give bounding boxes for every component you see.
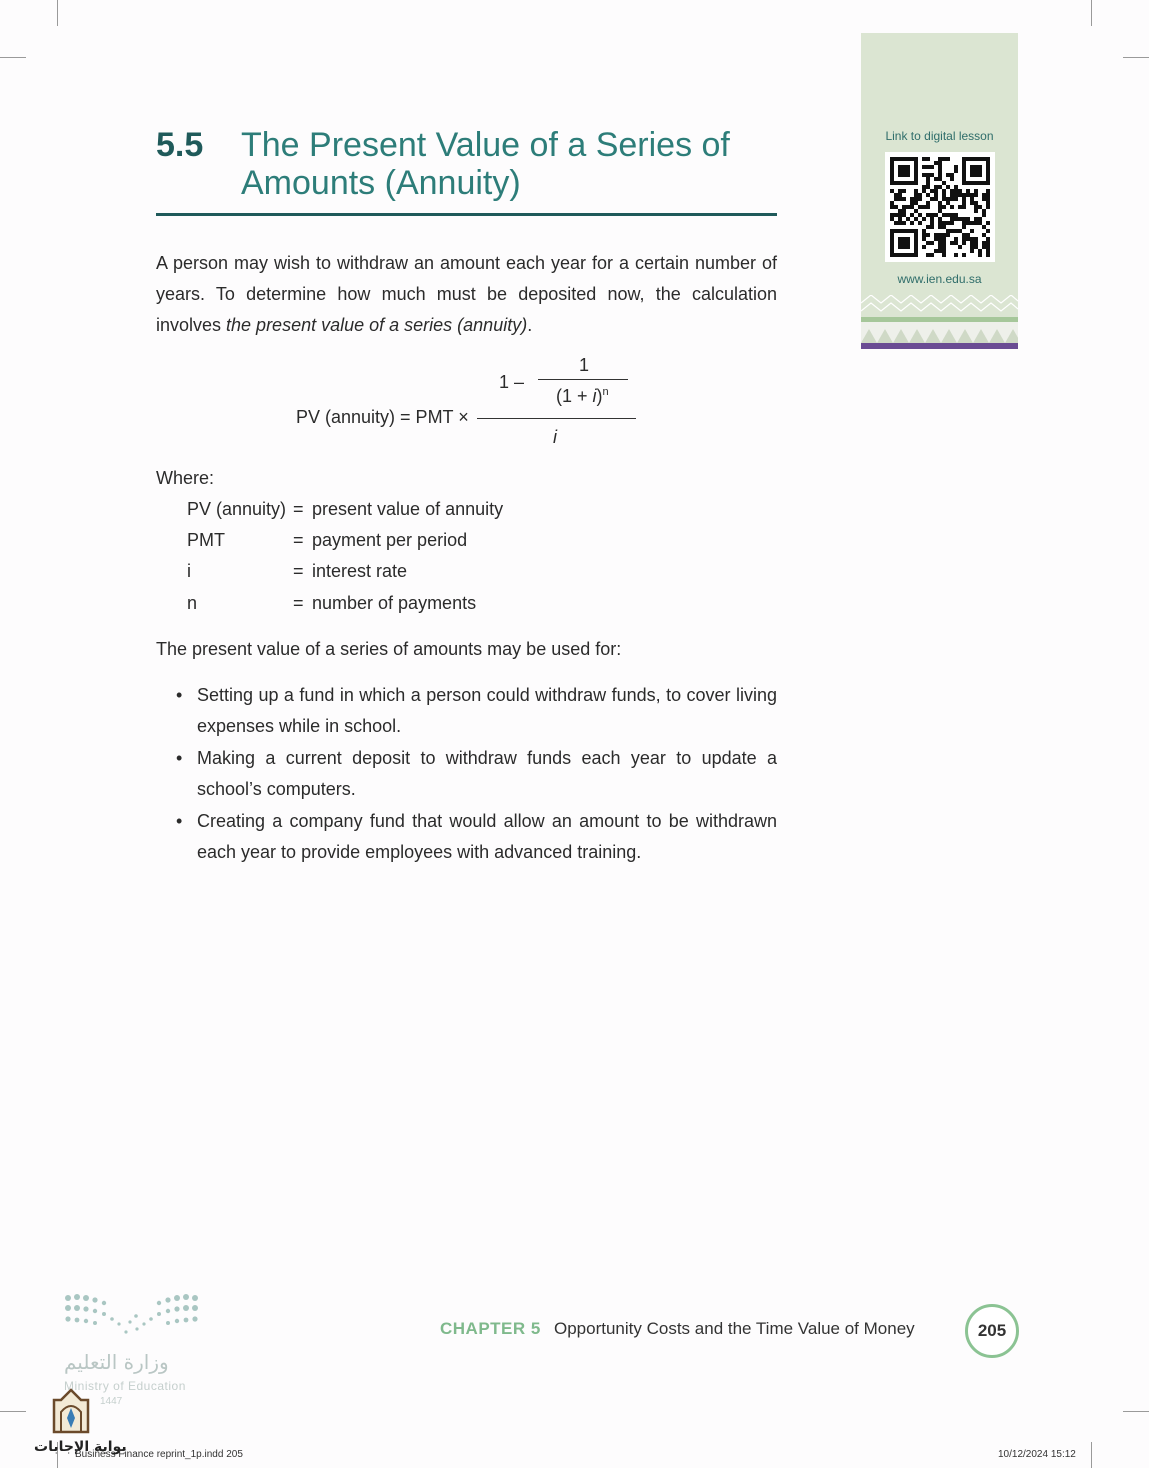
definition-equals: = <box>293 593 304 613</box>
uses-bullet-list <box>176 680 777 869</box>
crop-mark <box>0 57 26 58</box>
definition-equals: = <box>293 499 304 519</box>
print-slug-date: 10/12/2024 15:12 <box>998 1449 1076 1460</box>
formula-inner-numerator: 1 <box>579 355 590 375</box>
intro-text-end: . <box>527 315 533 335</box>
crop-mark <box>1091 1442 1092 1468</box>
ministry-year: 1447 <box>100 1396 123 1407</box>
definition-text: present value of annuity <box>312 499 504 519</box>
ministry-logo-dots-icon <box>64 1292 199 1337</box>
section-title-line1: The Present Value of a Series of <box>241 126 730 164</box>
definition-text: interest rate <box>312 561 408 581</box>
definition-text: number of payments <box>312 593 477 613</box>
section-title <box>241 126 781 202</box>
definition-term: PMT <box>187 530 225 550</box>
annuity-formula <box>296 355 656 450</box>
formula-denominator-exponent: n <box>602 386 609 398</box>
page-number: 205 <box>965 1304 1019 1358</box>
digital-lesson-link-label[interactable]: Link to digital lesson <box>885 129 994 143</box>
title-rule <box>156 213 777 216</box>
print-slug-file: Business Finance reprint_1p.indd 205 <box>75 1449 243 1460</box>
section-title-line2: Amounts (Annuity) <box>241 164 521 202</box>
bullet-item: • Setting up a fund in which a person could withdraw funds, to cover living expenses while in school. <box>176 680 777 742</box>
definition-text: payment per period <box>312 530 468 550</box>
qr-code-icon[interactable] <box>885 152 995 262</box>
crop-mark <box>57 0 58 26</box>
chapter-label: CHAPTER 5 <box>440 1319 541 1338</box>
definition-term: PV (annuity) <box>187 499 287 519</box>
formula-denominator-var: i <box>592 386 597 406</box>
sidebar-pattern-decoration <box>861 295 1018 350</box>
crop-mark <box>0 1411 26 1412</box>
where-label: Where: <box>156 468 215 488</box>
ministry-name-arabic: وزارة التعليم <box>64 1350 169 1374</box>
formula-denominator-close: ) <box>596 386 603 406</box>
digital-lesson-url[interactable]: www.ien.edu.sa <box>897 272 982 286</box>
definition-term: i <box>187 561 191 581</box>
formula-inner-denominator <box>556 386 609 407</box>
answers-portal-logo-icon <box>48 1388 94 1442</box>
crop-mark <box>1091 0 1092 26</box>
answers-portal-name: بوابة الإجابات <box>34 1439 127 1455</box>
definition-equals: = <box>293 530 304 550</box>
qr-code-graphic <box>885 152 995 262</box>
intro-emphasis: the present value of a series (annuity) <box>226 315 528 335</box>
bullet-item: • Creating a company fund that would allow an amount to be withdrawn each year to provide employees with advanced training. <box>176 806 777 868</box>
formula-denominator-base: (1 + <box>556 386 593 406</box>
formula-inner-fraction-bar <box>538 379 628 380</box>
ministry-name-english: Ministry of Education <box>64 1379 186 1393</box>
bullet-item: • Making a current deposit to withdraw funds each year to update a school’s computers. <box>176 743 777 805</box>
chapter-title: Opportunity Costs and the Time Value of Money <box>554 1319 915 1338</box>
formula-one-minus: 1 – <box>499 372 525 392</box>
formula-lhs: PV (annuity) = PMT × <box>296 407 469 427</box>
intro-paragraph <box>156 248 777 341</box>
formula-outer-fraction-bar <box>477 418 636 419</box>
definition-equals: = <box>293 561 304 581</box>
crop-mark <box>1123 1411 1149 1412</box>
formula-outer-denominator: i <box>553 427 557 447</box>
section-number: 5.5 <box>156 126 204 164</box>
intro-text: A person may wish to withdraw an amount each year for a certain number of years. To determine how much must be deposited now, the calculation involves <box>156 253 777 335</box>
used-for-label: The present value of a series of amounts may be used for: <box>156 639 622 659</box>
crop-mark <box>1123 57 1149 58</box>
definition-term: n <box>187 593 198 613</box>
